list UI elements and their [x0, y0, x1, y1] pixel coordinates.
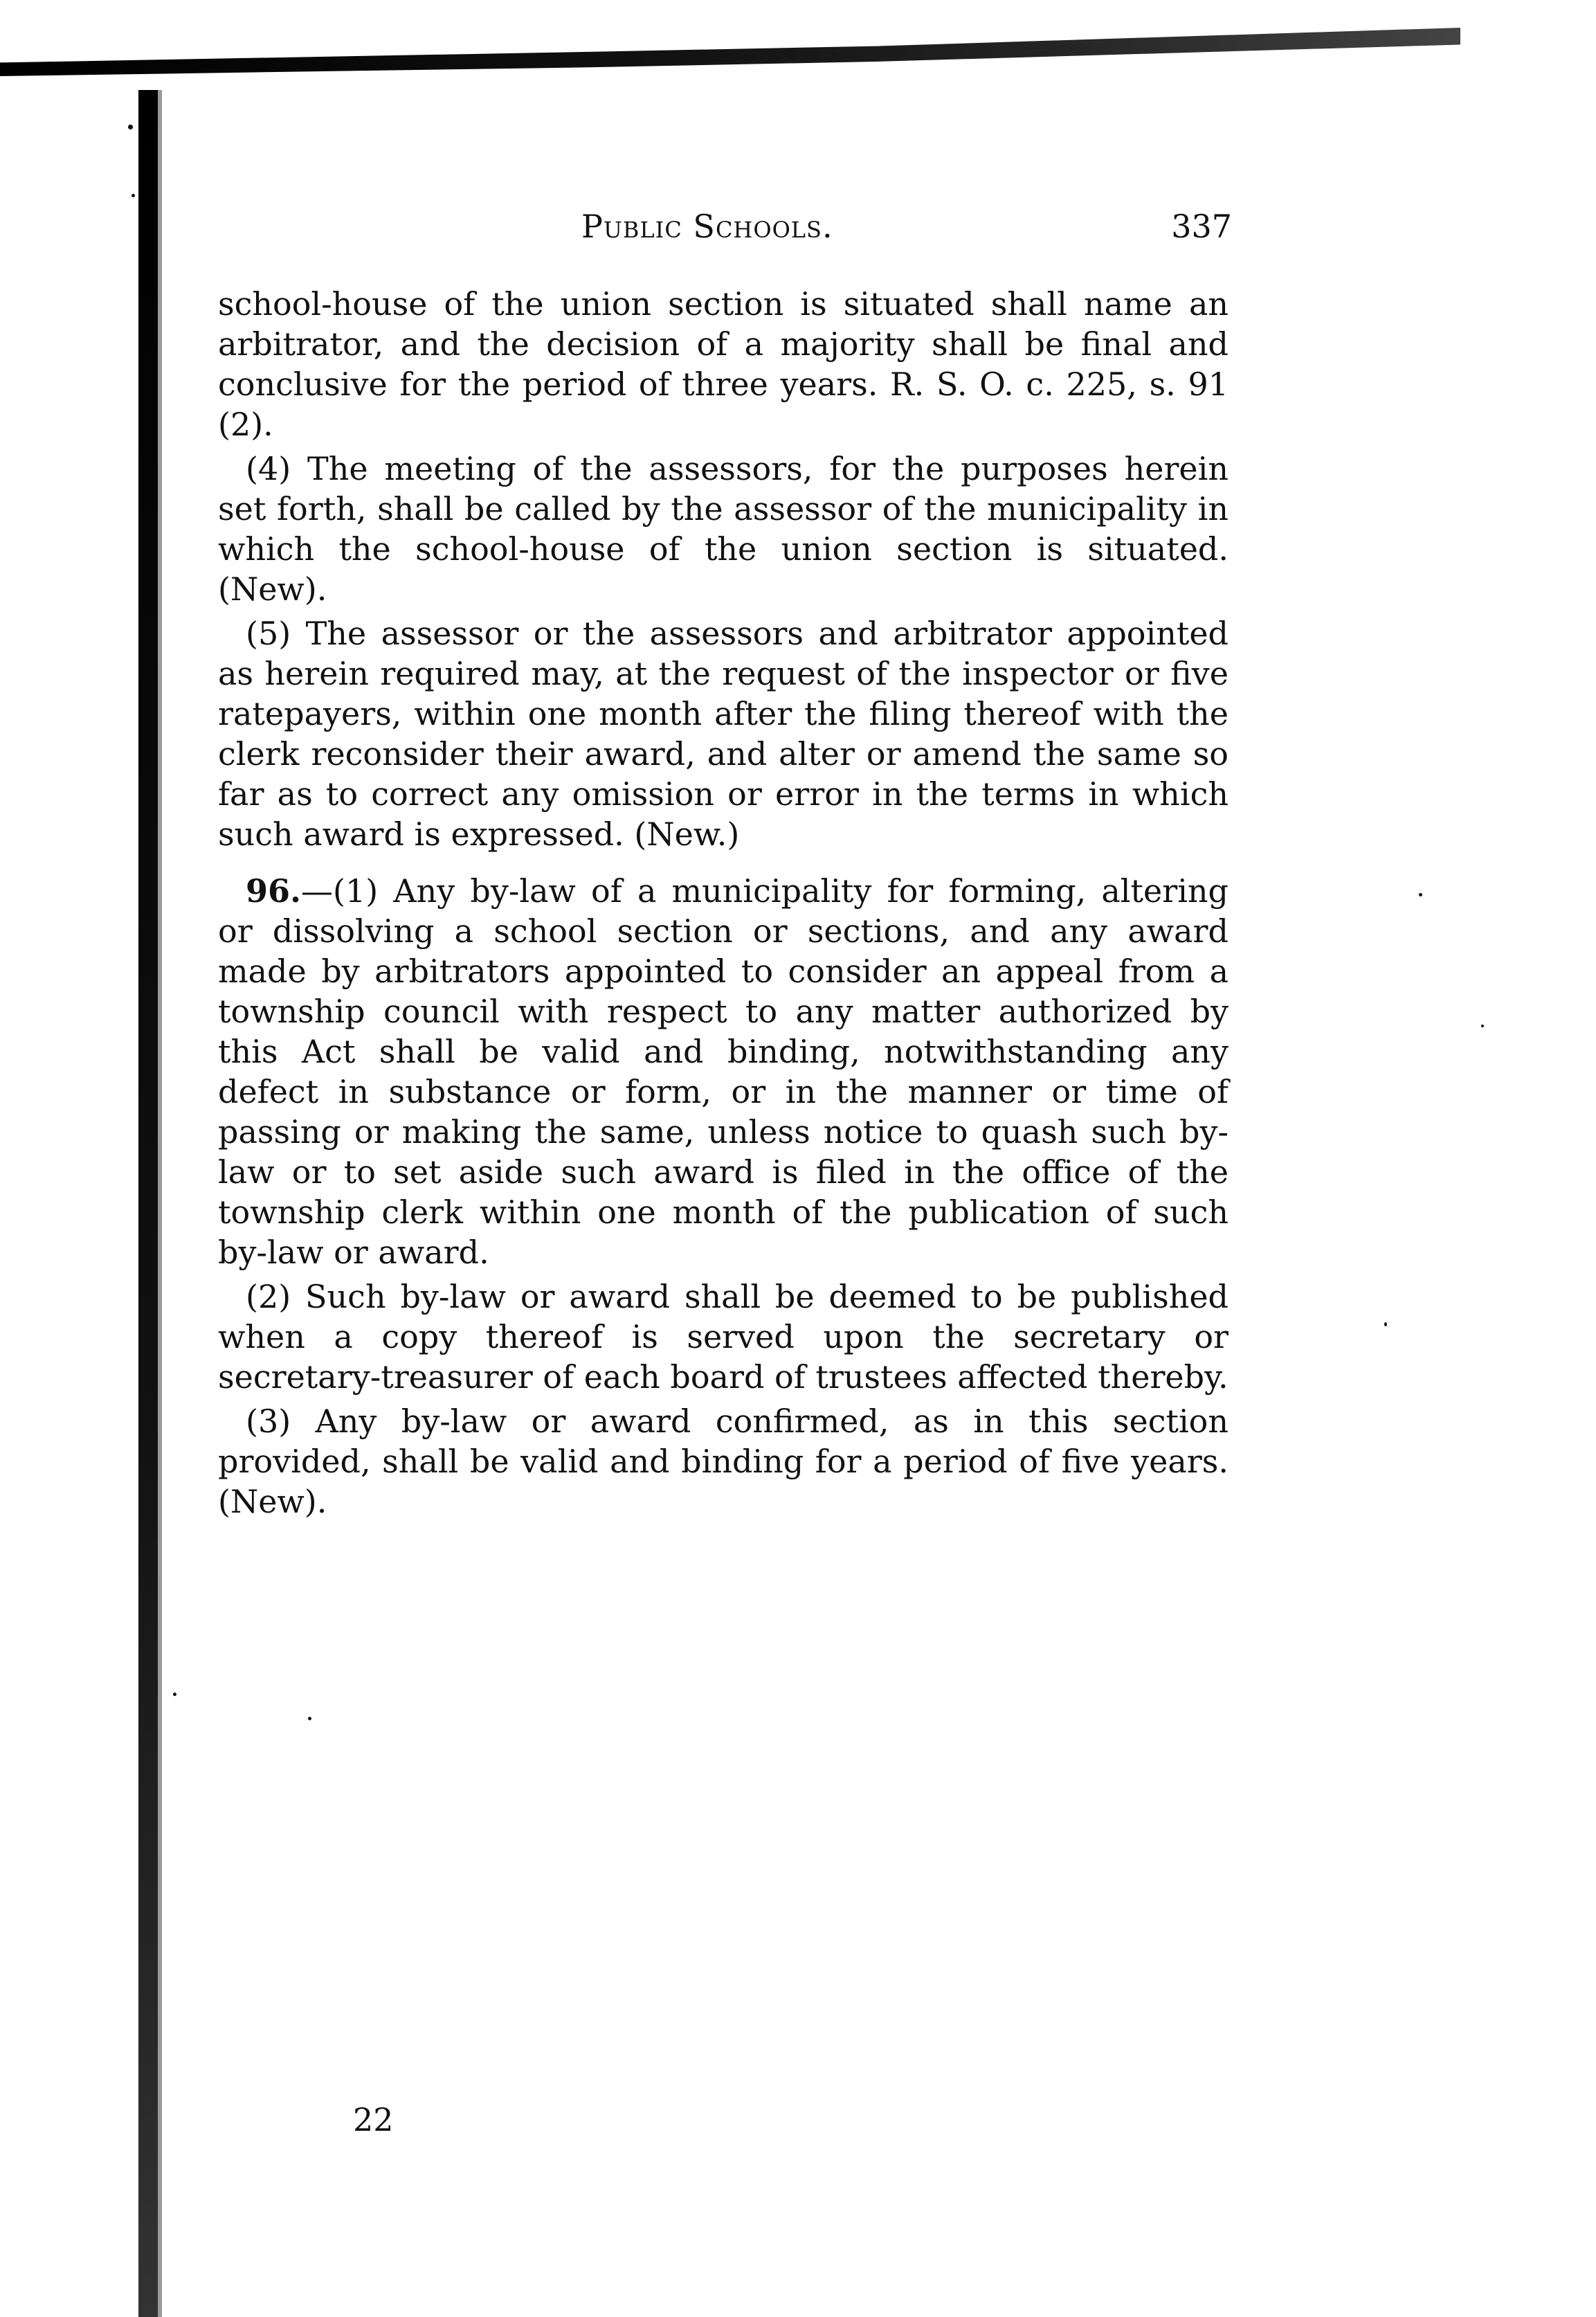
paragraph: [218, 613, 1228, 854]
paragraph: [218, 1401, 1228, 1522]
scan-left-border: [138, 90, 158, 2317]
paragraph: [218, 284, 1228, 444]
section-number: 96.: [246, 872, 302, 910]
scan-speck: [1419, 893, 1422, 896]
paragraph-text: —(1) Any by-law of a municipality for forming, altering or dissolving a school section or sections, and any award made by arbitrators appointed to consider an appeal from a township council with respect to any matter authorized by this Act shall be valid and binding, notwithstanding any defect in substance or form, or in the manner or time of passing or making the same, unless notice to quash such by-law or to set aside such award is filed in the office of the township clerk within one month of the publication of such by-law or award.: [218, 872, 1228, 1271]
page-number: 337: [1171, 208, 1232, 245]
scan-top-border: [0, 28, 1460, 76]
paragraph: [218, 1277, 1228, 1397]
paragraph-text: (2) Such by-law or award shall be deemed to be published when a copy thereof is served upon the secretary or secretary-treasurer of each board of trustees affected thereby.: [218, 1278, 1228, 1396]
scan-speck: [173, 1693, 176, 1696]
running-head: [215, 208, 1232, 249]
scan-speck: [1384, 1322, 1387, 1326]
section-paragraph: [218, 871, 1228, 1272]
scan-speck: [132, 194, 135, 197]
body-text: [218, 284, 1228, 1526]
scan-left-border-edge: [158, 90, 162, 2317]
paragraph-text: (3) Any by-law or award confirmed, as in this section provided, shall be valid and binding for a period of five years. (New).: [218, 1403, 1228, 1520]
scan-speck: [308, 1717, 311, 1720]
paragraph-text: school-house of the union section is situated shall name an arbitrator, and the decision of a majority shall be final and conclusive for the period of three years. R. S. O. c. 225, s. 91 (2).: [218, 285, 1228, 443]
signature-mark: 22: [353, 2101, 394, 2138]
running-title: Public Schools.: [581, 208, 833, 245]
scan-speck: [128, 125, 133, 129]
paragraph-text: (4) The meeting of the assessors, for the purposes herein set forth, shall be called by the assessor of the municipality in which the school-house of the union section is situated. (New).: [218, 450, 1228, 608]
paragraph-text: (5) The assessor or the assessors and arbitrator appointed as herein required may, at the request of the inspector or five ratepayers, within one month after the filing thereof with the clerk reconsider their award, and alter or amend the same so far as to correct any omission or error in the terms in which such award is expressed. (New.): [218, 615, 1228, 853]
scan-speck: [1481, 1025, 1484, 1027]
paragraph: [218, 449, 1228, 609]
